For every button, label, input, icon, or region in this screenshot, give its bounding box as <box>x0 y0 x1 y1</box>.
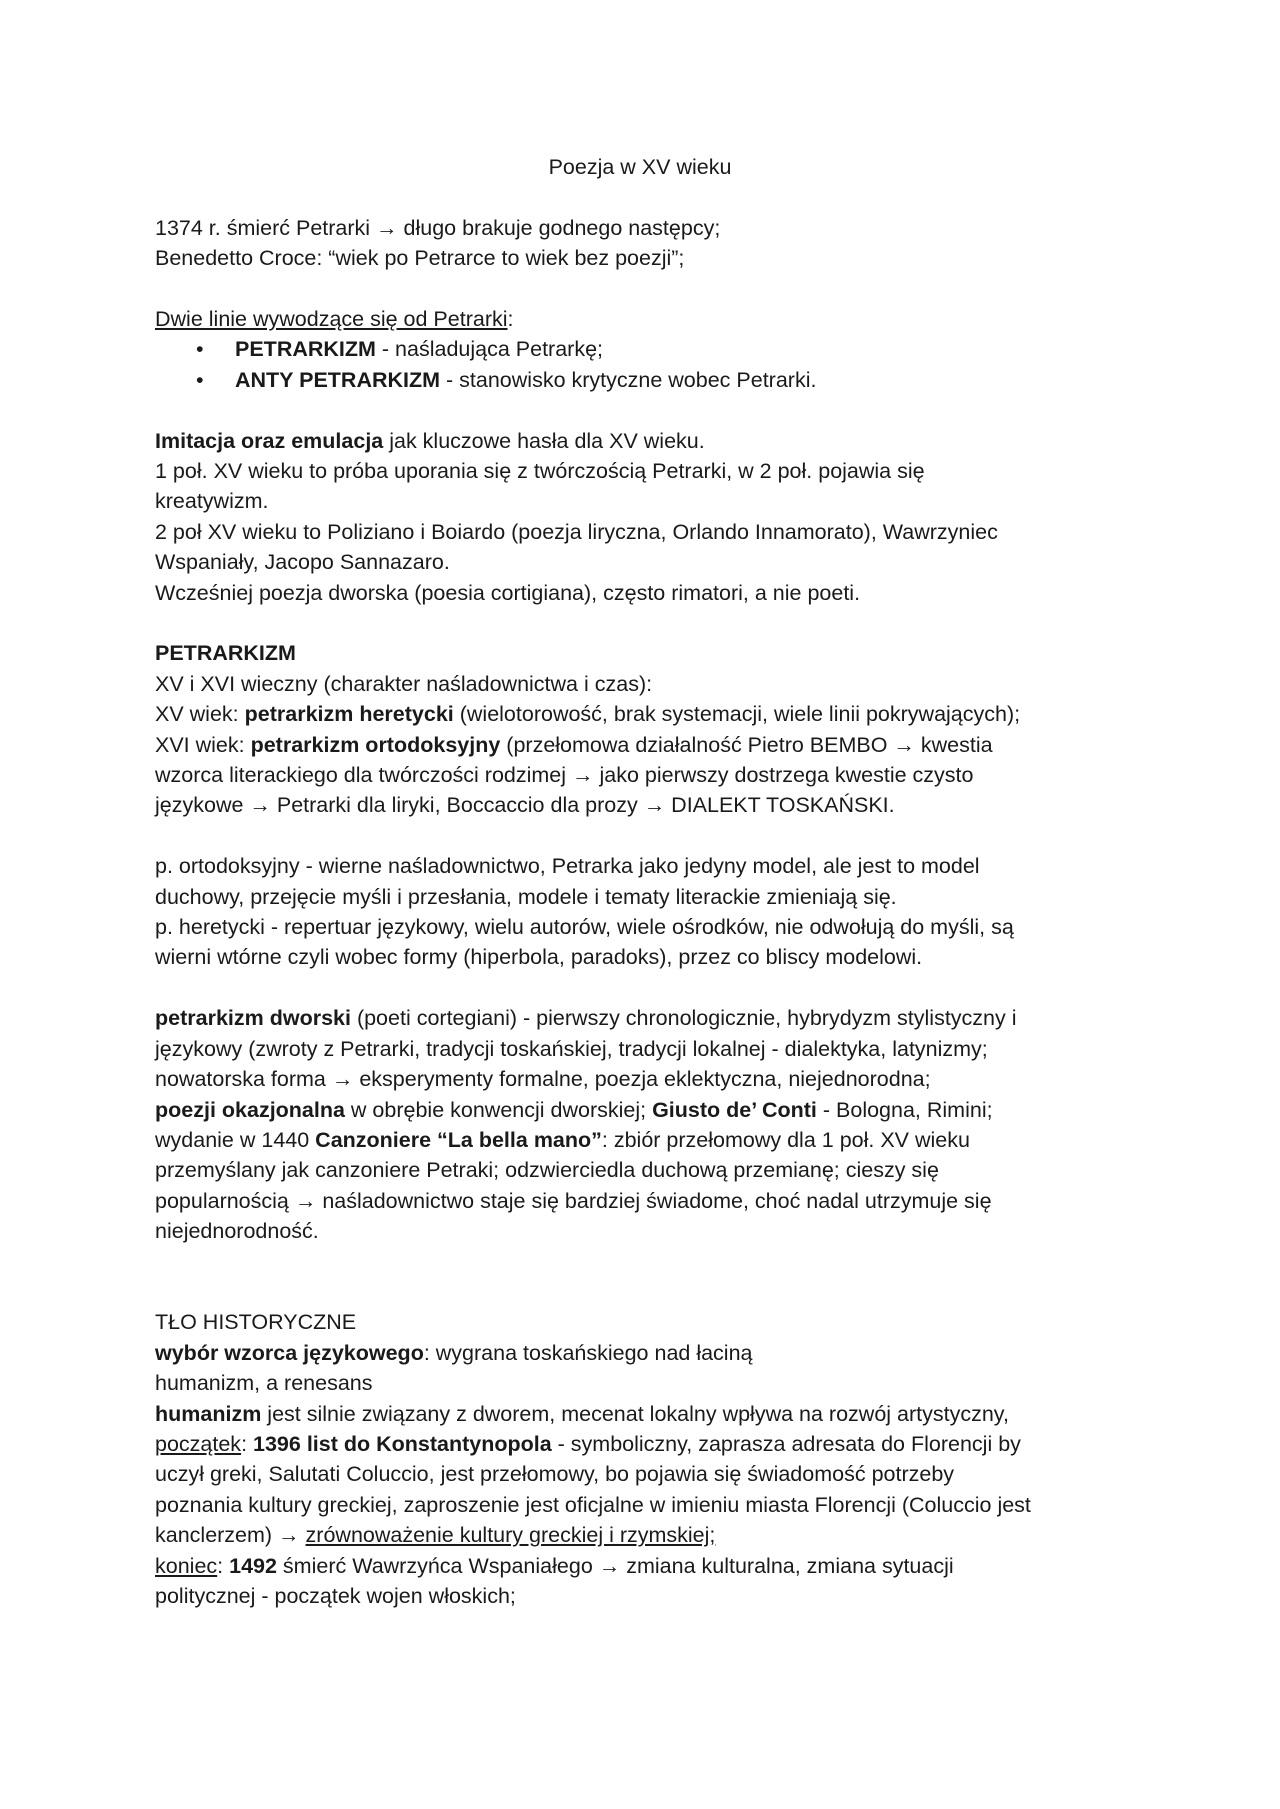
text-line: XV i XVI wieczny (charakter naśladownictwa i czas): <box>155 671 653 696</box>
text-line: 1 poł. XV wieku to próba uporania się z twórczością Petrarki, w 2 poł. pojawia się <box>155 459 925 484</box>
section-heading: TŁO HISTORYCZNE <box>155 1310 357 1335</box>
text-line: kanclerzem) → zrównoważenie kultury greckiej i rzymskiej; <box>155 1523 716 1548</box>
list-item: • PETRARKIZM - naśladująca Petrarkę; <box>155 334 1155 364</box>
text-line: humanizm, a renesans <box>155 1371 373 1396</box>
text-line: p. heretycki - repertuar językowy, wielu autorów, wiele ośrodków, nie odwołują do myśli, są <box>155 915 1014 940</box>
text-line: 2 poł XV wieku to Poliziano i Boiardo (poezja liryczna, Orlando Innamorato), Wawrzyniec <box>155 519 998 544</box>
text-line: humanizm jest silnie związany z dworem, mecenat lokalny wpływa na rozwój artystyczny, <box>155 1401 1009 1426</box>
text-line: Wcześniej poezja dworska (poesia cortigiana), często rimatori, a nie poeti. <box>155 580 861 605</box>
text-line: politycznej - początek wojen włoskich; <box>155 1583 516 1608</box>
intro-line: 1374 r. śmierć Petrarki → długo brakuje godnego następcy; <box>155 215 721 240</box>
text-line: poezji okazjonalna w obrębie konwencji dworskiej; Giusto de’ Conti - Bologna, Rimini; <box>155 1097 993 1122</box>
lines-heading: Dwie linie wywodzące się od Petrarki: <box>155 307 514 331</box>
text-line: koniec: 1492 śmierć Wawrzyńca Wspaniałego → zmiana kulturalna, zmiana sytuacji <box>155 1553 954 1578</box>
text-line: językowe → Petrarki dla liryki, Boccaccio dla prozy → DIALEKT TOSKAŃSKI. <box>155 793 895 818</box>
bullet-list <box>155 334 1155 395</box>
text-line: petrarkizm dworski (poeti cortegiani) - pierwszy chronologicznie, hybrydyzm stylistyczny i <box>155 1006 1017 1031</box>
intro-line: Benedetto Croce: “wiek po Petrarce to wiek bez poezji”; <box>155 246 685 271</box>
imitacja-line: Imitacja oraz emulacja jak kluczowe hasła dla XV wieku. <box>155 428 705 453</box>
document-body <box>155 152 1155 1611</box>
text-line: niejednorodność. <box>155 1219 319 1244</box>
bullet-icon: • <box>196 367 204 392</box>
text-line: Wspaniały, Jacopo Sannazaro. <box>155 550 450 575</box>
text-line: przemyślany jak canzoniere Petraki; odzwierciedla duchową przemianę; cieszy się <box>155 1158 939 1183</box>
text-line: p. ortodoksyjny - wierne naśladownictwo, Petrarka jako jedyny model, ale jest to model <box>155 854 980 879</box>
text-line: wybór wzorca językowego: wygrana toskańskiego nad łaciną <box>155 1340 753 1365</box>
text-line: kreatywizm. <box>155 489 269 514</box>
text-line: uczył greki, Salutati Coluccio, jest przełomowy, bo pojawia się świadomość potrzeby <box>155 1462 955 1487</box>
text-line: językowy (zwroty z Petrarki, tradycji toskańskiej, tradycji lokalnej - dialektyka, latynizmy; <box>155 1036 988 1061</box>
text-line: XV wiek: petrarkizm heretycki (wielotorowość, brak systemacji, wiele linii pokrywających); <box>155 702 1021 727</box>
text-line: nowatorska forma → eksperymenty formalne, poezja eklektyczna, niejednorodna; <box>155 1067 931 1092</box>
section-heading: PETRARKIZM <box>155 641 296 666</box>
text-line: wydanie w 1440 Canzoniere “La bella mano”: zbiór przełomowy dla 1 poł. XV wieku <box>155 1127 970 1152</box>
text-line: początek: 1396 list do Konstantynopola - symboliczny, zaprasza adresata do Florencji by <box>155 1431 1021 1456</box>
text-line: popularnością → naśladownictwo staje się bardziej świadome, choć nadal utrzymuje się <box>155 1188 992 1213</box>
text-line: wierni wtórne czyli wobec formy (hiperbola, paradoks), przez co bliscy modelowi. <box>155 945 923 970</box>
bullet-icon: • <box>196 337 204 362</box>
text-line: duchowy, przejęcie myśli i przesłania, modele i tematy literackie zmieniają się. <box>155 884 897 909</box>
text-line: poznania kultury greckiej, zaproszenie jest oficjalne w imieniu miasta Florencji (Coluccio jest <box>155 1492 1031 1517</box>
page-title: Poezja w XV wieku <box>548 155 732 179</box>
text-line: XVI wiek: petrarkizm ortodoksyjny (przełomowa działalność Pietro BEMBO → kwestia <box>155 732 993 757</box>
list-item: • ANTY PETRARKIZM - stanowisko krytyczne wobec Petrarki. <box>155 365 1155 395</box>
text-line: wzorca literackiego dla twórczości rodzimej → jako pierwszy dostrzega kwestie czysto <box>155 763 974 788</box>
